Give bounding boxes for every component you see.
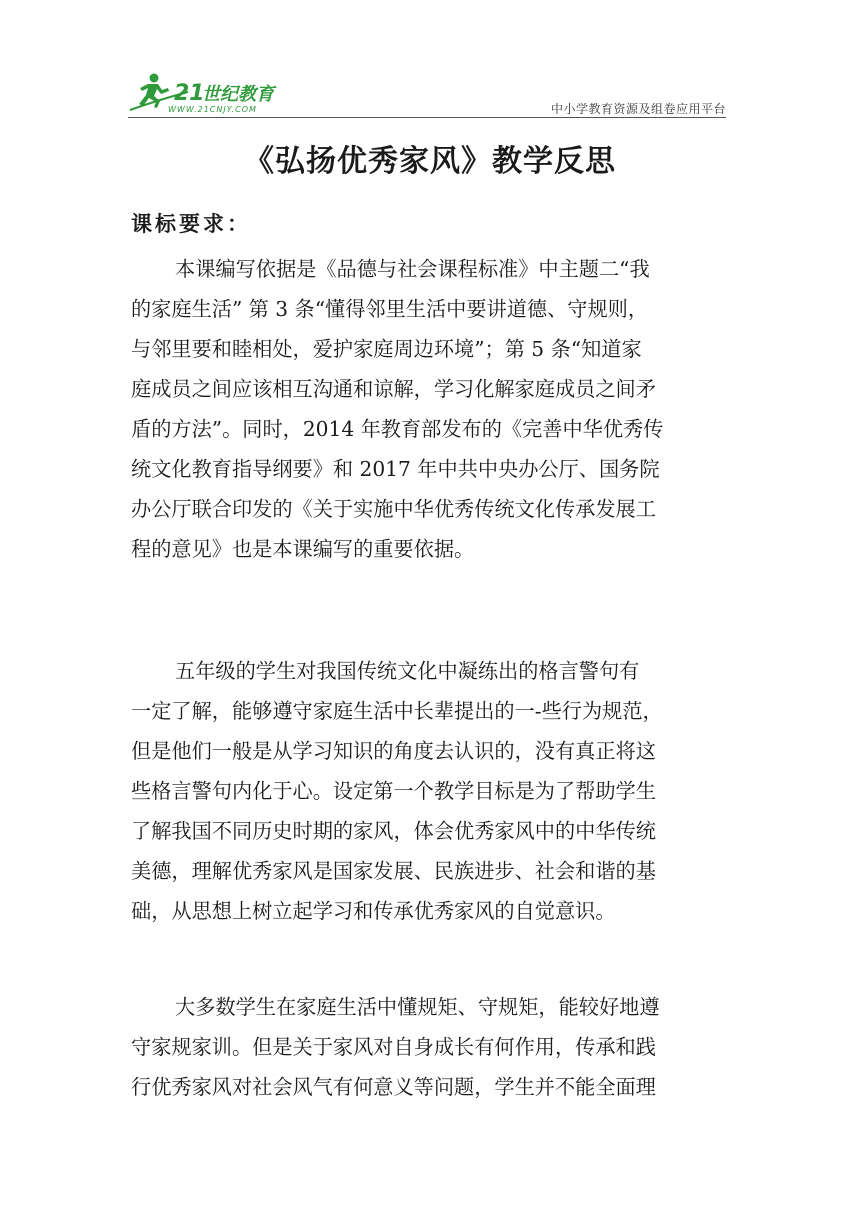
section-heading: 课标要求： xyxy=(131,211,251,236)
paragraph-1 xyxy=(131,249,731,569)
paragraph-line: 与邻里要和睦相处，爱护家庭周边环境”；第 5 条“知道家 xyxy=(131,337,642,361)
paragraph-line: 统文化教育指导纲要》和 2017 年中共中央办公厅、国务院 xyxy=(131,457,660,481)
paragraph-line: 盾的方法”。同时，2014 年教育部发布的《完善中华优秀传 xyxy=(131,417,664,441)
paragraph-line: 守家规家训。但是关于家风对自身成长有何作用，传承和践 xyxy=(131,1035,656,1059)
paragraph-line: 一定了解，能够遵守家庭生活中长辈提出的一-些行为规范， xyxy=(131,699,663,723)
paragraph-line: 但是他们一般是从学习知识的角度去认识的，没有真正将这 xyxy=(131,739,656,763)
paragraph-line: 了解我国不同历史时期的家风，体会优秀家风中的中华传统 xyxy=(131,819,656,843)
paragraph-line: 础，从思想上树立起学习和传承优秀家风的自觉意识。 xyxy=(131,899,616,923)
paragraph-2 xyxy=(131,651,731,931)
paragraph-line: 本课编写依据是《品德与社会课程标准》中主题二“我 xyxy=(175,257,650,281)
paragraph-line: 些格言警句内化于心。设定第一个教学目标是为了帮助学生 xyxy=(131,779,656,803)
paragraph-line: 庭成员之间应该相互沟通和谅解，学习化解家庭成员之间矛 xyxy=(131,377,656,401)
paragraph-line: 五年级的学生对我国传统文化中凝练出的格言警句有 xyxy=(175,659,640,683)
paragraph-line: 的家庭生活” 第 3 条“懂得邻里生活中要讲道德、守规则， xyxy=(131,297,649,321)
svg-text:世纪教育: 世纪教育 xyxy=(202,84,274,105)
svg-text:21: 21 xyxy=(174,81,205,106)
document-title: 《弘扬优秀家风》教学反思 xyxy=(244,144,616,179)
paragraph-line: 办公厅联合印发的《关于实施中华优秀传统文化传承发展工 xyxy=(131,497,656,521)
paragraph-line: 程的意见》也是本课编写的重要依据。 xyxy=(131,537,475,561)
paragraph-line: 美德，理解优秀家风是国家发展、民族进步、社会和谐的基 xyxy=(131,859,656,883)
page-header xyxy=(128,62,726,118)
svg-text:WWW.21CNJY.COM: WWW.21CNJY.COM xyxy=(168,105,257,114)
paragraph-3 xyxy=(131,987,731,1107)
21cnjy-logo xyxy=(128,70,298,116)
header-divider xyxy=(128,117,726,118)
platform-tagline: 中小学教育资源及组卷应用平台 xyxy=(550,102,726,116)
paragraph-line: 大多数学生在家庭生活中懂规矩、守规矩，能较好地遵 xyxy=(175,995,660,1019)
paragraph-line: 行优秀家风对社会风气有何意义等问题，学生并不能全面理 xyxy=(131,1075,656,1099)
